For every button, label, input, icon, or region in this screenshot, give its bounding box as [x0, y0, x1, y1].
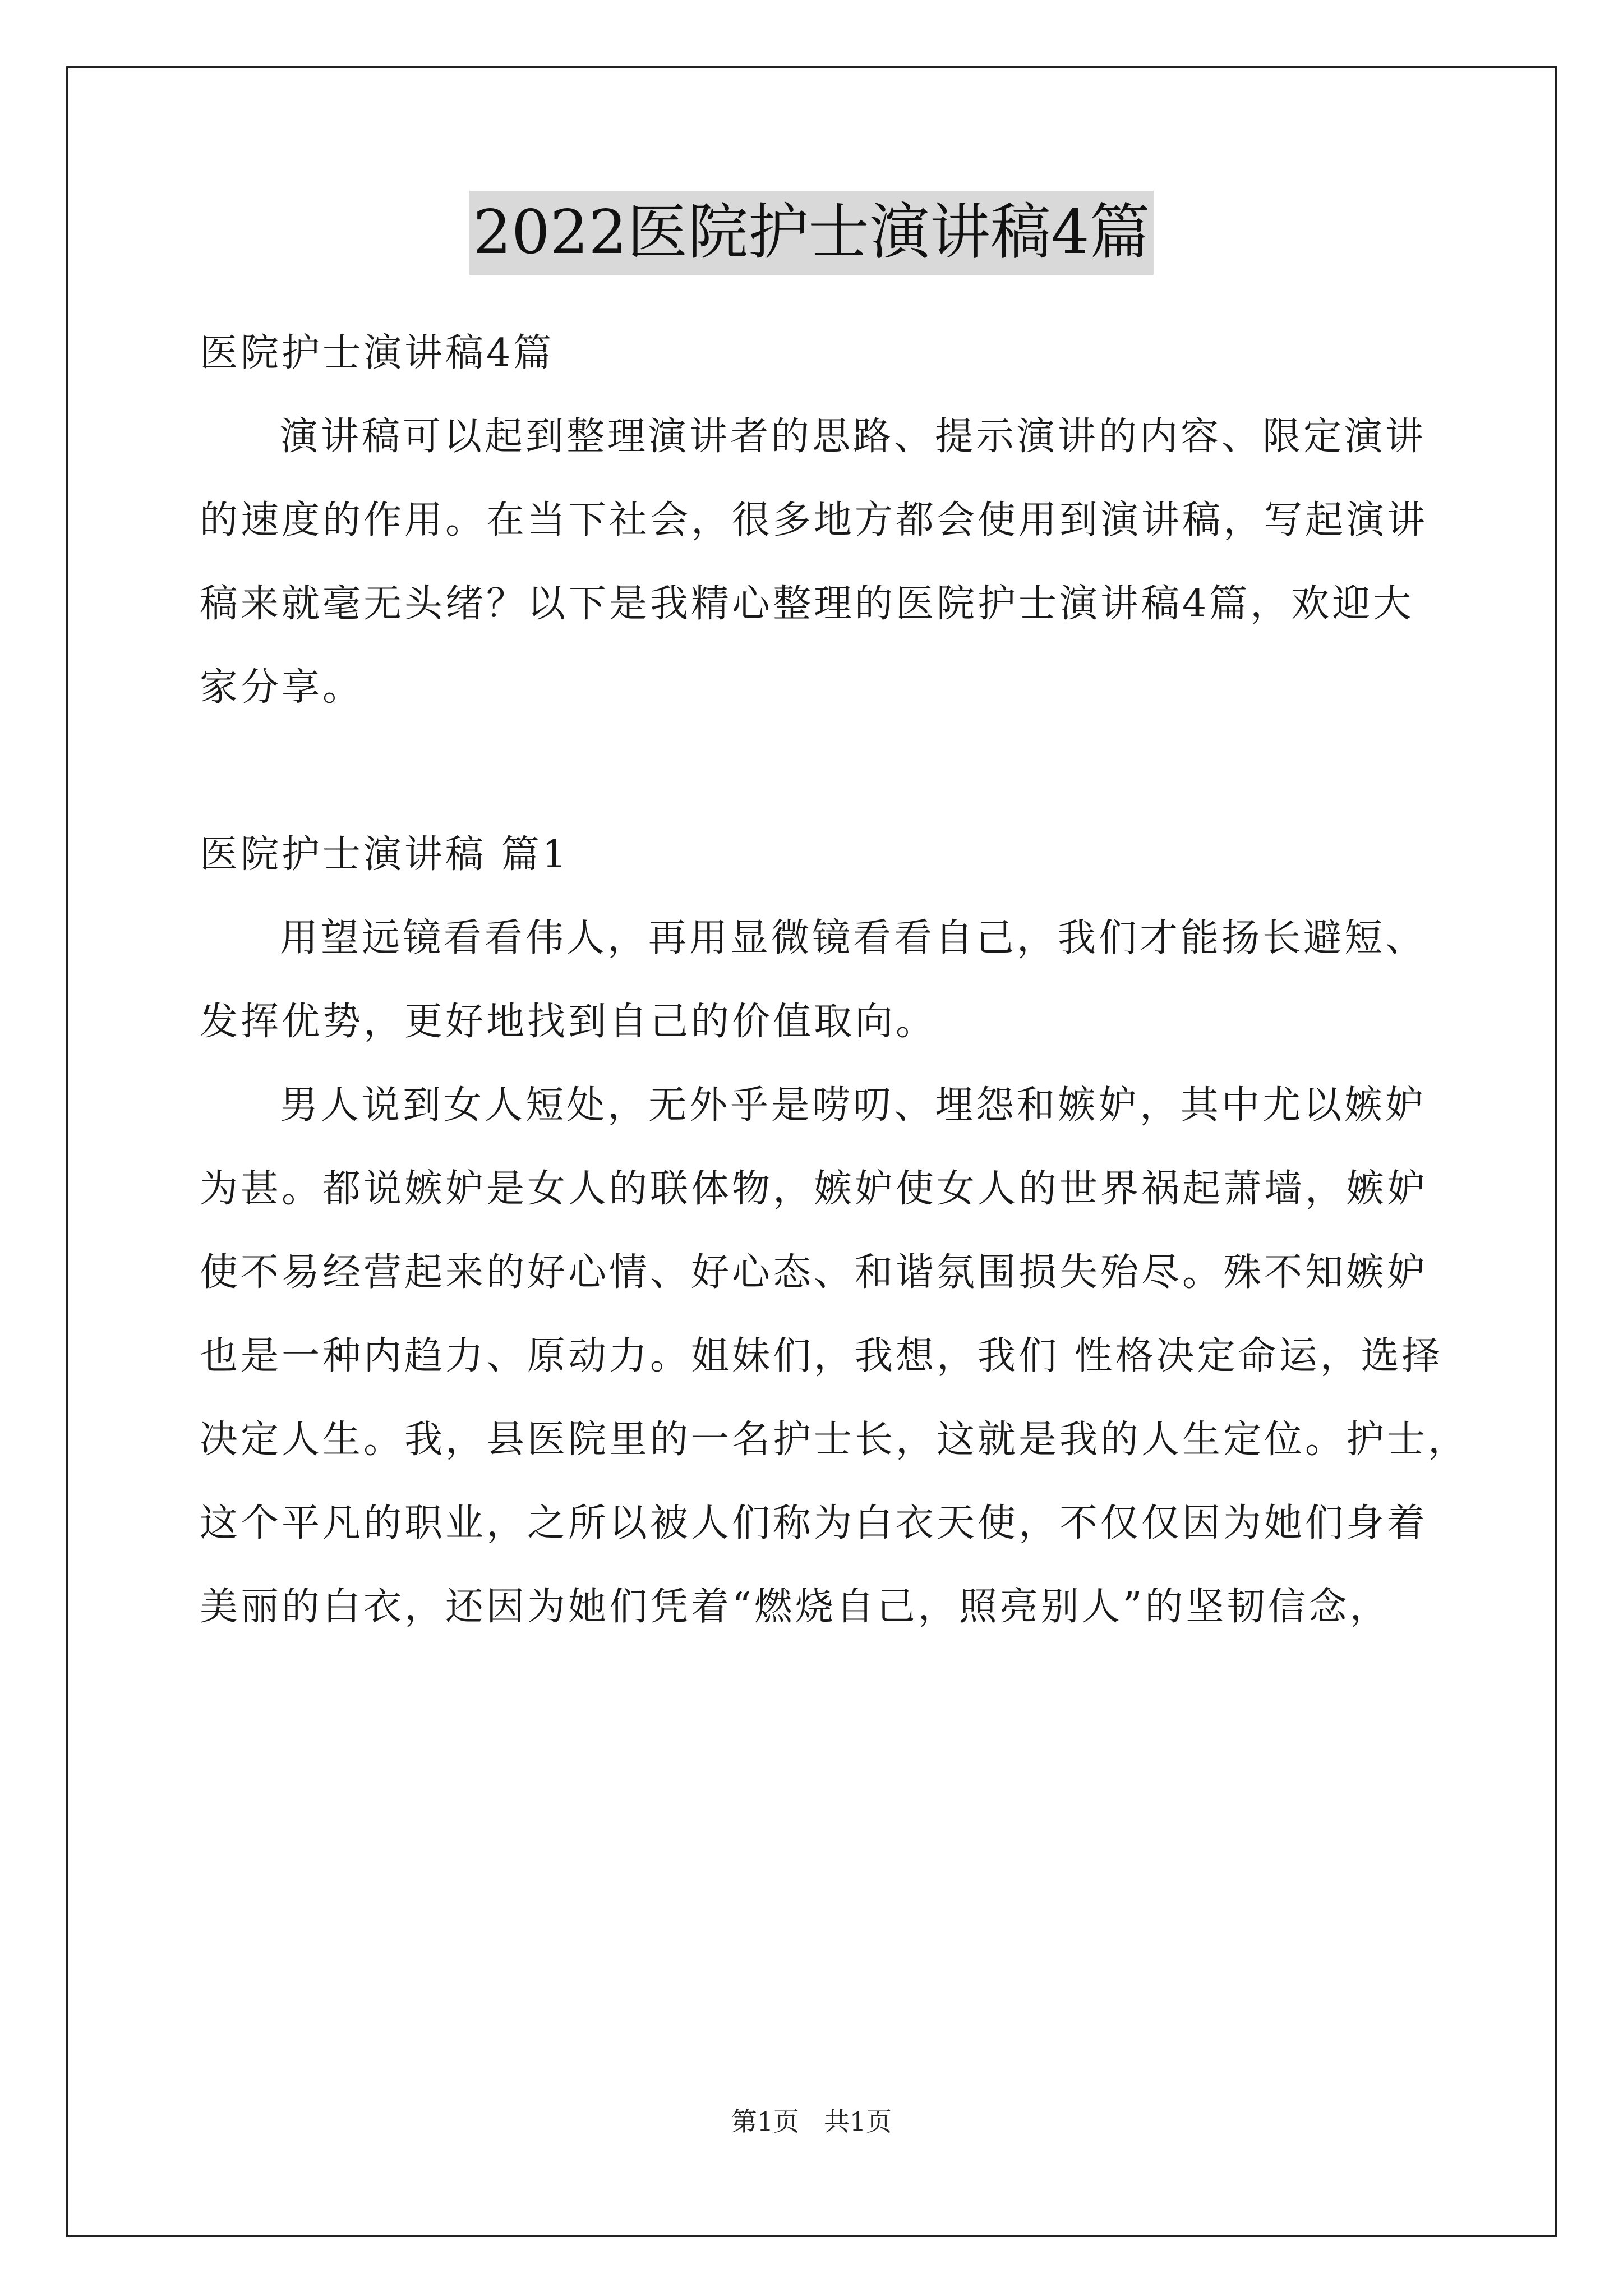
- paragraph-gap: [200, 729, 1433, 813]
- section-heading: 医院护士演讲稿 篇1: [200, 832, 569, 877]
- paragraph-line: 也是一种内趋力、原动力。姐妹们，我想，我们 性格决定命运，选择: [200, 1334, 1443, 1378]
- paragraph-line: 用望远镜看看伟人，再用显微镜看看自己，我们才能扬长避短、: [280, 916, 1427, 960]
- page-number: 第1页: [731, 2106, 799, 2137]
- intro-line: 的速度的作用。在当下社会，很多地方都会使用到演讲稿，写起演讲: [200, 498, 1428, 542]
- page-footer: [0, 2105, 1623, 2138]
- paragraph-line: 决定人生。我，县医院里的一名护士长，这就是我的人生定位。护士，: [200, 1418, 1469, 1462]
- paragraph-line: 男人说到女人短处，无外乎是唠叨、埋怨和嫉妒，其中尤以嫉妒: [280, 1083, 1427, 1128]
- document-title: 2022医院护士演讲稿4篇: [469, 191, 1154, 275]
- page-total: 共1页: [824, 2106, 892, 2137]
- document-subtitle: 医院护士演讲稿4篇: [200, 331, 555, 375]
- paragraph-line: 发挥优势，更好地找到自己的价值取向。: [200, 1000, 937, 1044]
- paragraph-line: 为甚。都说嫉妒是女人的联体物，嫉妒使女人的世界祸起萧墙，嫉妒: [200, 1167, 1428, 1211]
- paragraph-line: 这个平凡的职业，之所以被人们称为白衣天使，不仅仅因为她们身着: [200, 1501, 1428, 1545]
- title-block: [0, 191, 1623, 275]
- paragraph-line: 使不易经营起来的好心情、好心态、和谐氛围损失殆尽。殊不知嫉妒: [200, 1250, 1428, 1295]
- intro-line: 家分享。: [200, 665, 364, 710]
- intro-line: 稿来就毫无头绪？以下是我精心整理的医院护士演讲稿4篇，欢迎大: [200, 582, 1414, 626]
- document-body: [200, 311, 1469, 1649]
- intro-line: 演讲稿可以起到整理演讲者的思路、提示演讲的内容、限定演讲: [280, 415, 1427, 459]
- paragraph-line: 美丽的白衣，还因为她们凭着“燃烧自己，照亮别人”的坚韧信念，: [200, 1585, 1391, 1629]
